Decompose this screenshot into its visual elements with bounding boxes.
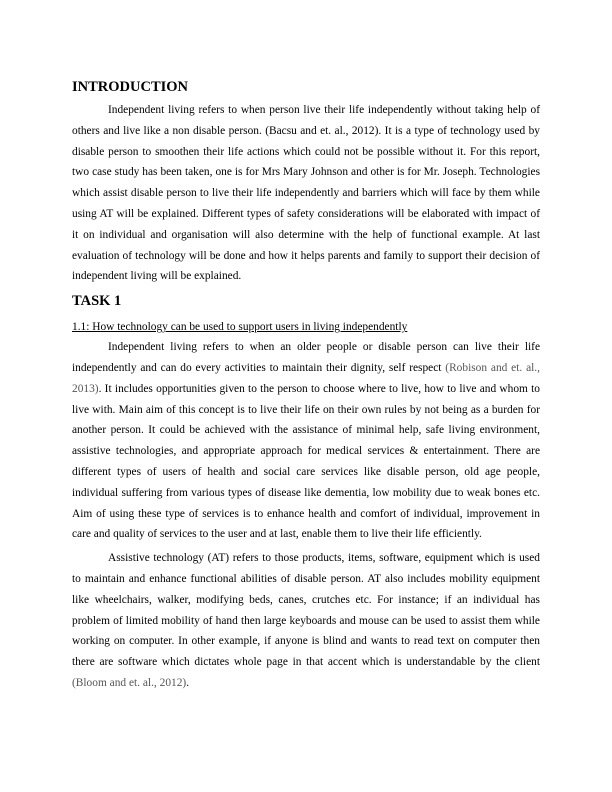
body-paragraph-1: [72, 337, 540, 545]
task-heading: TASK 1: [72, 293, 122, 310]
paragraph-text: Assistive technology (AT) refers to those products, items, software, equipment which is used to maintain and enhance functional abilities of disable person. AT also includes mobility equipment like wheelchairs, walker, modifying beds, canes, crutches etc. For instance; if an individual has problem of limited mobility of hand then large keyboards and mouse can be used to assist them while working on computer. In other example, if anyone is blind and wants to read text on computer then there are software which dictates whole page in that accent which is understandable by the client: [72, 552, 540, 669]
paragraph-text: .: [186, 676, 190, 689]
body-paragraph-2: [72, 548, 540, 694]
paragraph-text: Independent living refers to when an older people or disable person can live their life independently and can do every activities to maintain their dignity, self respect: [72, 341, 540, 374]
introduction-heading: INTRODUCTION: [72, 79, 189, 95]
citation: (Bloom and et. al., 2012): [72, 676, 187, 689]
paragraph-text: . It includes opportunities given to the person to choose where to live, how to live and whom to live with. Main aim of this concept is to live their life on their own rules by not being as a burden for another person. It could be achieved with the assistance of minimal help, safe living environment, assistive technologies, and appropriate approach for medical services & entertainment. There are different types of users of health and social care services like disable person, old age people, individual suffering from various types of disease like dementia, low mobility due to weak bones etc. Aim of using these type of services is to enhance health and comfort of individual, improvement in care and quality of services to the user and at last, enable them to live their life efficiently.: [72, 382, 540, 541]
document-body: [72, 78, 540, 697]
section-heading: 1.1: How technology can be used to support users in living independently: [72, 321, 408, 334]
citation: (Robison and et. al., 2013): [72, 361, 540, 395]
introduction-paragraph: Independent living refers to when person live their life independently without taking help of others and live like a non disable person. (Bacsu and et. al., 2012). It is a type of technology used by disable person to smoothen their life actions which could not be possible without it. For this report, two case study has been taken, one is for Mrs Mary Johnson and other is for Mr. Joseph. Technologies which assist disable person to live their life independently and barriers which will face by them while using AT will be explained. Different types of safety considerations will be elaborated with impact of it on individual and organisation will also determine with the help of functional example. At last evaluation of technology will be done and how it helps parents and family to support their decision of independent living will be explained.: [72, 104, 540, 283]
